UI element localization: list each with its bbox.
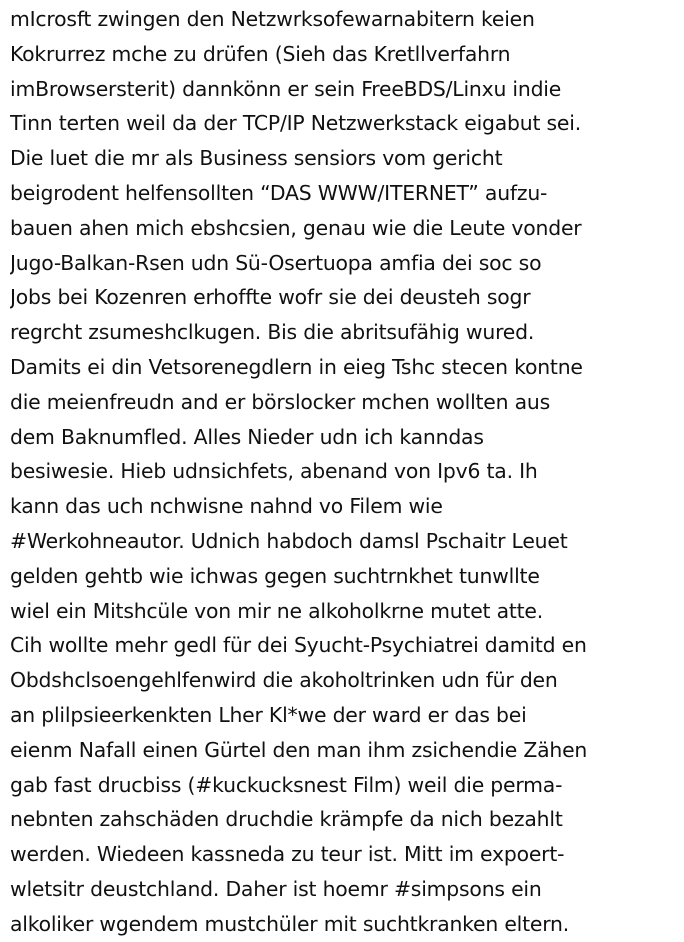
text-line: regrcht zsumeshclkugen. Bis die abritsufähig wured. [10,320,535,345]
text-line: gab fast drucbiss (#kuckucksnest Film) weil die perma- [10,772,563,797]
text-line: Tinn terten weil da der TCP/IP Netzwerkstack eigabut sei. [10,111,581,136]
text-line: besiwesie. Hieb udnsichfets, abenand von Ipv6 ta. Ih [10,459,538,484]
text-line: alkoliker wgendem mustchüler mit suchtkranken eltern. [10,911,570,936]
text-line: wiel ein Mitshcüle von mir ne alkoholkrne mutet atte. [10,598,544,623]
text-line: werden. Wiedeen kassneda zu teur ist. Mitt im expoert- [10,842,565,867]
document-body-text [10,2,682,942]
text-line: Kokrurrez mche zu drüfen (Sieh das Kretllverfahrn [10,41,511,66]
text-line: beigrodent helfensollten “DAS WWW/ITERNET” aufzu- [10,180,548,205]
text-line: #Werkohneautor. Udnich habdoch damsl Pschaitr Leuet [10,528,568,553]
text-line: dem Baknumfled. Alles Nieder udn ich kanndas [10,424,484,449]
text-line: bauen ahen mich ebshcsien, genau wie die Leute vonder [10,215,582,240]
text-line: Damits ei din Vetsorenegdlern in eieg Tshc stecen kontne [10,354,583,379]
text-line: eienm Nafall einen Gürtel den man ihm zsichendie Zähen [10,737,588,762]
text-line: Die luet die mr als Business sensiors vom gericht [10,146,503,171]
text-line: nebnten zahschäden druchdie krämpfe da nich bezahlt [10,807,563,832]
text-line: mIcrosft zwingen den Netzwrksofewarnabitern keien [10,7,535,31]
text-line: gelden gehtb wie ichwas gegen suchtrnkhet tunwllte [10,563,540,588]
text-line: kann das uch nchwisne nahnd vo Filem wie [10,494,443,519]
text-line: wletsitr deustchland. Daher ist hoemr #simpsons ein [10,876,542,901]
text-line: Obdshclsoengehlfenwird die akoholtrinken udn für den [10,668,558,693]
text-line: die meienfreudn and er börslocker mchen wollten aus [10,389,550,414]
text-line: Jobs bei Kozenren erhoffte wofr sie dei deusteh sogr [10,285,531,310]
text-line: an plilpsieerkenkten Lher Kl*we der ward er das bei [10,702,527,727]
text-line: Jugo-Balkan-Rsen udn Sü-Osertuopa amfia dei soc so [10,250,542,275]
text-line: Cih wollte mehr gedl für dei Syucht-Psychiatrei damitd en [10,633,587,658]
text-line: imBrowsersterit) dannkönn er sein FreeBDS/Linxu indie [10,76,562,101]
